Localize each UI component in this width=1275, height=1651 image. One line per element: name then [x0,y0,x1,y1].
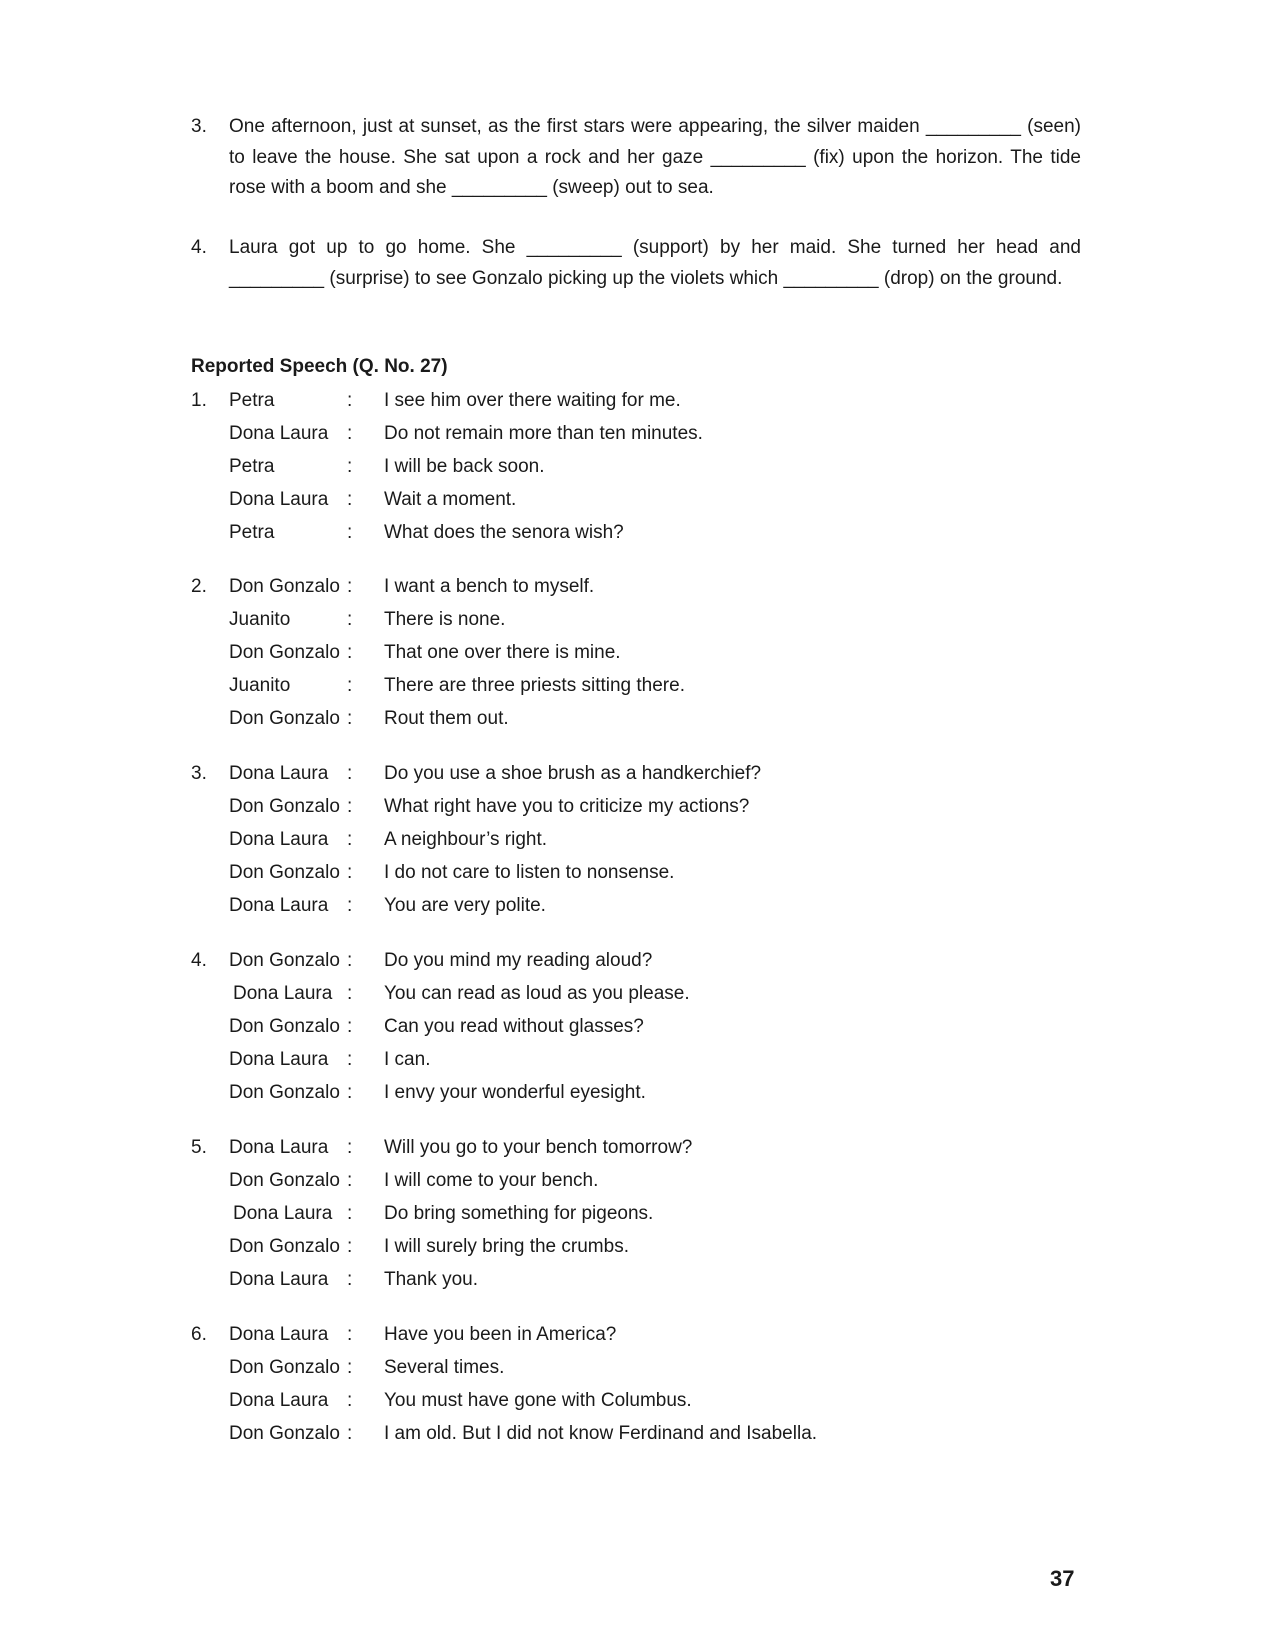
colon: : [347,1049,353,1070]
speech-text: Do bring something for pigeons. [384,1203,654,1224]
speech-text: There is none. [384,609,506,630]
item-text: Laura got up to go home. She _________ (support) by her maid. She turned her head and _________ (surprise) to see Gonzalo picking up the violets which _________ (drop) on the ground. [229,237,1081,289]
speaker-name: Don Gonzalo [229,576,340,597]
speaker-name: Petra [229,522,275,543]
dialogue-group [191,384,1091,549]
dialogue-group [191,944,1091,1109]
dialogue-line [191,516,1091,549]
dialogue-line [191,1351,1091,1384]
speaker-name: Dona Laura [229,1390,329,1411]
colon: : [347,489,353,510]
colon: : [347,1137,353,1158]
dialogue-number: 5. [191,1137,207,1158]
speaker-name: Petra [229,390,275,411]
dialogue-line [191,856,1091,889]
colon: : [347,983,353,1004]
speaker-name: Don Gonzalo [229,1170,340,1191]
dialogue-number: 4. [191,950,207,971]
speech-text: I will surely bring the crumbs. [384,1236,629,1257]
dialogue-number: 6. [191,1324,207,1345]
speech-text: Will you go to your bench tomorrow? [384,1137,693,1158]
speech-text: Can you read without glasses? [384,1016,644,1037]
dialogue-line [191,1164,1091,1197]
colon: : [347,895,353,916]
speech-text: What does the senora wish? [384,522,624,543]
dialogue-line [191,757,1091,790]
speech-text: Have you been in America? [384,1324,617,1345]
dialogue-number: 3. [191,763,207,784]
speaker-name: Don Gonzalo [229,1016,340,1037]
colon: : [347,1016,353,1037]
dialogue-line [191,1197,1091,1230]
exercise-item [191,112,1081,204]
colon: : [347,796,353,817]
colon: : [347,609,353,630]
colon: : [347,1203,353,1224]
speaker-name: Don Gonzalo [229,950,340,971]
speaker-name: Dona Laura [229,1324,329,1345]
dialogue-line [191,570,1091,603]
speech-text: A neighbour’s right. [384,829,548,850]
dialogue-line [191,823,1091,856]
colon: : [347,763,353,784]
speech-text: You are very polite. [384,895,546,916]
speech-text: Do you use a shoe brush as a handkerchief? [384,763,762,784]
colon: : [347,642,353,663]
dialogue-line [191,790,1091,823]
colon: : [347,1082,353,1103]
dialogue-line [191,669,1091,702]
speaker-name: Don Gonzalo [229,642,340,663]
colon: : [347,1236,353,1257]
colon: : [347,1269,353,1290]
colon: : [347,675,353,696]
speaker-name: Don Gonzalo [229,1357,340,1378]
dialogue-line [191,603,1091,636]
section-heading: Reported Speech (Q. No. 27) [191,356,448,377]
speaker-name: Dona Laura [233,1203,333,1224]
speaker-name: Dona Laura [229,1049,329,1070]
speaker-name: Dona Laura [233,983,333,1004]
dialogue-line [191,1384,1091,1417]
dialogue-line [191,1318,1091,1351]
exercise-item [191,233,1081,294]
speaker-name: Dona Laura [229,763,329,784]
item-text: One afternoon, just at sunset, as the first stars were appearing, the silver maiden _________ (seen) to leave the house. She sat upon a rock and her gaze _________ (fix) upon the horizon. The tide rose with a boom and she _________ (sweep) out to sea. [229,116,1081,198]
dialogue-line [191,889,1091,922]
speech-text: There are three priests sitting there. [384,675,685,696]
dialogue-line [191,1131,1091,1164]
speech-text: I will be back soon. [384,456,545,477]
speech-text: Do not remain more than ten minutes. [384,423,703,444]
dialogue-line [191,417,1091,450]
speech-text: I can. [384,1049,431,1070]
speech-text: I want a bench to myself. [384,576,595,597]
dialogue-line [191,1043,1091,1076]
dialogue-line [191,450,1091,483]
speaker-name: Dona Laura [229,489,329,510]
speech-text: I see him over there waiting for me. [384,390,681,411]
dialogue-line [191,1230,1091,1263]
colon: : [347,1390,353,1411]
speaker-name: Dona Laura [229,895,329,916]
colon: : [347,1423,353,1444]
dialogue-line [191,384,1091,417]
speaker-name: Juanito [229,609,291,630]
dialogue-number: 1. [191,390,207,411]
speech-text: That one over there is mine. [384,642,621,663]
speaker-name: Don Gonzalo [229,1082,340,1103]
speaker-name: Don Gonzalo [229,796,340,817]
speech-text: What right have you to criticize my actions? [384,796,750,817]
dialogue-group [191,1318,1091,1450]
speaker-name: Don Gonzalo [229,862,340,883]
dialogue-line [191,1263,1091,1296]
dialogue-line [191,1076,1091,1109]
dialogue-line [191,944,1091,977]
colon: : [347,862,353,883]
speech-text: Rout them out. [384,708,509,729]
dialogue-group [191,1131,1091,1296]
item-number: 4. [191,237,207,258]
dialogue-line [191,1417,1091,1450]
speaker-name: Dona Laura [229,1137,329,1158]
speech-text: Do you mind my reading aloud? [384,950,653,971]
speaker-name: Dona Laura [229,829,329,850]
speaker-name: Don Gonzalo [229,1236,340,1257]
speech-text: I am old. But I did not know Ferdinand and Isabella. [384,1423,818,1444]
speech-text: You must have gone with Columbus. [384,1390,692,1411]
colon: : [347,1324,353,1345]
dialogue-line [191,636,1091,669]
speech-text: I envy your wonderful eyesight. [384,1082,646,1103]
dialogue-line [191,977,1091,1010]
dialogue-number: 2. [191,576,207,597]
item-number: 3. [191,116,207,137]
colon: : [347,829,353,850]
colon: : [347,708,353,729]
dialogue-group [191,570,1091,735]
speaker-name: Petra [229,456,275,477]
colon: : [347,390,353,411]
dialogue-line [191,702,1091,735]
dialogue-line [191,1010,1091,1043]
dialogue-line [191,483,1091,516]
speaker-name: Dona Laura [229,1269,329,1290]
speaker-name: Juanito [229,675,291,696]
colon: : [347,1357,353,1378]
colon: : [347,576,353,597]
speech-text: Thank you. [384,1269,478,1290]
speaker-name: Don Gonzalo [229,708,340,729]
speech-text: Wait a moment. [384,489,517,510]
speaker-name: Dona Laura [229,423,329,444]
page-number: 37 [1050,1566,1075,1591]
speech-text: Several times. [384,1357,505,1378]
speech-text: I do not care to listen to nonsense. [384,862,675,883]
colon: : [347,423,353,444]
speech-text: You can read as loud as you please. [384,983,690,1004]
colon: : [347,1170,353,1191]
colon: : [347,522,353,543]
dialogue-group [191,757,1091,922]
colon: : [347,950,353,971]
speaker-name: Don Gonzalo [229,1423,340,1444]
speech-text: I will come to your bench. [384,1170,599,1191]
colon: : [347,456,353,477]
